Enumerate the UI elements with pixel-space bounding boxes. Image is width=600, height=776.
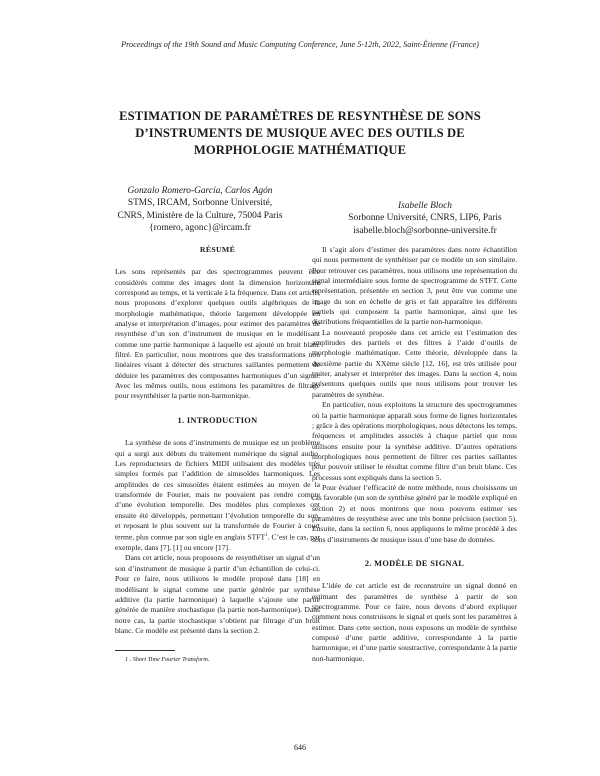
running-header: Proceedings of the 19th Sound and Music Computing Conference, June 5-12th, 2022, Saint-Étienne (France) (121, 40, 479, 49)
title-line: ESTIMATION DE PARAMÈTRES DE RESYNTHÈSE DE SONS (119, 109, 481, 123)
paragraph-text: . C’est le cas, par exemple, dans [7], [1] ou encore [17]. (115, 532, 321, 553)
abstract-heading: RÉSUMÉ (199, 245, 236, 254)
title-line: MORPHOLOGIE MATHÉMATIQUE (193, 143, 407, 157)
left-column (115, 245, 320, 666)
author-block-1 (100, 185, 300, 235)
paper-title (90, 108, 510, 159)
paragraph: En particulier, nous exploitons la structure des spectrogrammes où la partie harmonique apparaît sous forme de lignes horizontales ; grâce à des opérations morphologiques, nous détectons les temps, fréquences et amplitudes associés à chaque partiel que nous utilisons ensuite pour la synthèse additive. D’autres opérations morphologiques nous permettent de filtrer ces parties saillantes pour pouvoir utiliser le résultat comme filtre d’un bruit blanc. Ces processus sont expliqués dans la section 5. (312, 400, 517, 482)
paragraph-text: La synthèse de sons d’instruments de musique est un problème qui a surgi aux débuts du traitement numérique du signal audio. Les reproducteurs de fichiers MIDI utilisaient des modèles très simples formés par l’addition de sinusoïdes harmoniques. Les amplitudes de ces sinusoïdes étaient estimées au moyen de la transformée de Fourier, mais ne pouvaient pas rendre compte d’une évolution temporelle. Des modèles plus complexes ont ensuite été développés, permettant l’évolution temporelle du son, et reposant le plus souvent sur la transformée de Fourier à court terme, plus connue par son sigle en anglais STFT (115, 438, 320, 542)
paragraph: Il s’agit alors d’estimer des paramètres dans notre échantillon qui nous permettent de synthétiser par ce modèle un son similaire. Pour retrouver ces paramètres, nous utilisons une représentation du signal intermédiaire sous forme de spectrogramme de STFT. Cette représentation, présentée en section 3, peut être vue comme une image du son en échelle de gris et fait apparaître les différents partiels qui composent la partie harmonique, ainsi que les distributions fréquentielles de la partie non-harmonique. (312, 245, 517, 327)
paragraph (115, 438, 320, 553)
paragraph: Dans cet article, nous proposons de resynthétiser un signal d’un son d’instrument de musique à partir d’un échantillon de celui-ci. Pour ce faire, nous utilisons le modèle proposé dans [18] en modélisant le signal comme une partie générée par synthèse additive (la partie harmonique) à laquelle s’ajoute une partie générée de manière stochastique (la partie non-harmonique). Dans notre cas, la partie stochastique s’obtient par filtrage d’un bruit blanc. Ce modèle est présenté dans la section 2. (115, 553, 320, 635)
paragraph: L’idée de cet article est de reconstruire un signal donné en estimant des paramètres de synthèse à partir de son spectrogramme. Pour ce faire, nous devons d’abord expliquer comment nous construisons le signal et quels sont les paramètres à estimer. Dans cette section, nous exposons un modèle de synthèse composé d’une partie additive, correspondante à la partie harmonique, et d’une partie soustractive, correspondante à la partie non-harmonique. (312, 581, 517, 663)
author-names: Isabelle Bloch (398, 201, 452, 211)
right-column (312, 245, 517, 664)
affiliation-line: STMS, IRCAM, Sorbonne Université, (127, 198, 273, 209)
section-heading-signal-model: 2. MODÈLE DE SIGNAL (364, 558, 465, 568)
author-email: isabelle.bloch@sorbonne-universite.fr (353, 225, 497, 236)
author-names: Gonzalo Romero-García, Carlos Agón (127, 186, 273, 196)
author-block-2 (320, 200, 530, 237)
page-number: 646 (294, 743, 306, 752)
author-email: {romero, agonc}@ircam.fr (149, 223, 251, 234)
title-line: D’INSTRUMENTS DE MUSIQUE AVEC DES OUTILS DE (135, 126, 465, 140)
paragraph: Pour évaluer l’efficacité de notre méthode, nous choisissons un cas favorable (un son de synthèse généré par le modèle expliqué en section 2) et nous montrons que nous pouvons estimer ses paramètres de resynthèse avec une très bonne précision (section 5). Ensuite, dans la section 6, nous appliquons le même procédé à des sons d’instruments de musique issus d’une base de données. (312, 482, 517, 544)
abstract-text: Les sons représentés par des spectrogrammes peuvent être considérés comme des images dont la dimension horizontale correspond au temps, et la verticale à la fréquence. Dans cet article, nous proposons d’explorer quelques outils algébriques de la morphologie mathématique, théorie largement développée en analyse et interprétation d’images, pour estimer des paramètres de resynthèse d’un son d’instrument de musique en le modélisant comme une partie harmonique à laquelle est ajouté un bruit blanc filtré. En particulier, nous montrons que des transformations non linéaires visant à détecter des structures saillantes permettent de déduire les paramètres des composantes harmoniques d’un signal. Avec les mêmes outils, nous estimons les paramètres de filtrage pour resynthétiser la partie non-harmonique. (115, 267, 320, 401)
footnote-rule (115, 650, 175, 651)
footnote-marker: 1 (265, 533, 268, 539)
section-heading-introduction: 1. INTRODUCTION (177, 415, 258, 425)
paragraph: La nouveauté proposée dans cet article est l’estimation des amplitudes des partiels et des filtres à l’aide d’outils de morphologie mathématique. Cette théorie, développée dans la deuxième partie du XXème siècle [12, 16], est très utilisée pour traiter, analyser et interpréter des images. Dans la section 4, nous présentons quelques outils que nous utilisons pour trouver les paramètres de synthèse. (312, 327, 517, 399)
footnote: 1 . Short Time Fourier Transform. (125, 656, 210, 664)
affiliation-line: CNRS, Ministère de la Culture, 75004 Paris (117, 210, 283, 221)
affiliation-line: Sorbonne Université, CNRS, LIP6, Paris (348, 213, 502, 224)
